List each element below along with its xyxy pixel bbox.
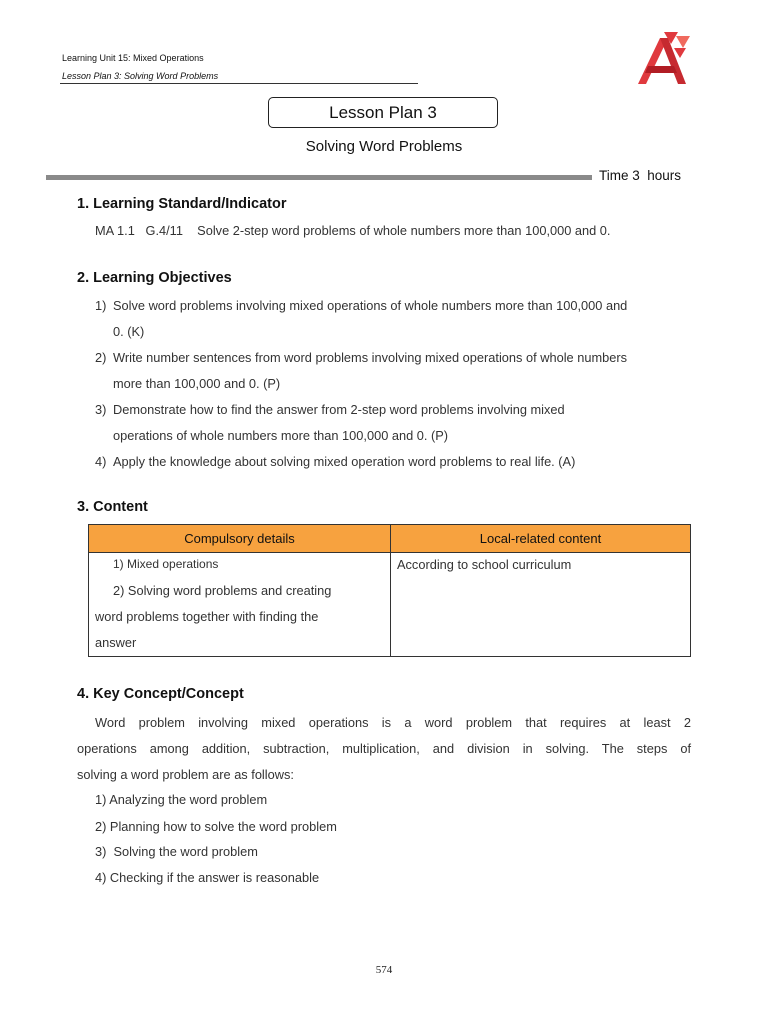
standard-indicator-text: MA 1.1 G.4/11 Solve 2-step word problems of whole numbers more than 100,000 and 0. [95,223,611,238]
section-heading-key-concept: 4. Key Concept/Concept [77,686,244,702]
concept-step: 1) Analyzing the word problem [95,792,268,807]
local-content-cell [391,553,691,657]
local-content-text: According to school curriculum [397,557,572,572]
column-header-local: Local-related content [391,525,691,553]
objective-text: Apply the knowledge about solving mixed operation word problems to real life. (A) [113,454,576,469]
page-title: Lesson Plan 3 [329,102,437,122]
column-header-compulsory: Compulsory details [89,525,391,553]
objective-text: Solve word problems involving mixed operations of whole numbers more than 100,000 and [113,298,628,313]
objective-text: Demonstrate how to find the answer from 2-step word problems involving mixed [113,402,565,417]
concept-step: 3) Solving the word problem [95,844,258,859]
compulsory-details-cell [89,553,391,657]
publisher-logo-icon [634,30,692,86]
concept-paragraph-line: solving a word problem are as follows: [77,767,294,782]
concept-step: 2) Planning how to solve the word problem [95,819,337,834]
objective-text: Write number sentences from word problems involving mixed operations of whole numbers [113,350,628,365]
header-divider [60,83,418,84]
lesson-title-box [268,97,498,128]
compulsory-item-continued: word problems together with finding the [95,609,319,624]
section-heading-standard: 1. Learning Standard/Indicator [77,196,287,212]
page-number: 574 [375,964,393,976]
compulsory-item: 1) Mixed operations [113,557,219,571]
objective-number: 3) [95,402,107,417]
table-row [89,553,691,657]
lesson-duration: Time 3 hours [599,168,682,183]
section-heading-objectives: 2. Learning Objectives [77,270,232,286]
content-table [88,524,691,657]
compulsory-item: 2) Solving word problems and creating [113,583,332,598]
concept-step: 4) Checking if the answer is reasonable [95,870,320,885]
table-header-row [89,525,691,553]
objective-number: 1) [95,298,107,313]
header-lesson: Lesson Plan 3: Solving Word Problems [62,71,219,81]
objective-text-continued: more than 100,000 and 0. (P) [113,376,281,391]
section-heading-content: 3. Content [77,499,148,515]
header-unit: Learning Unit 15: Mixed Operations [62,53,204,63]
lesson-subtitle: Solving Word Problems [305,138,463,155]
objective-text-continued: 0. (K) [113,324,145,339]
objective-number: 2) [95,350,107,365]
section-divider-bar [46,175,592,180]
compulsory-item-continued: answer [95,635,137,650]
concept-paragraph-line: operations among addition, subtraction, multiplication, and division in solving. The steps of [77,741,691,756]
concept-paragraph-line: Word problem involving mixed operations is a word problem that requires at least 2 [95,715,691,730]
objective-number: 4) [95,454,107,469]
objective-text-continued: operations of whole numbers more than 100,000 and 0. (P) [113,428,449,443]
